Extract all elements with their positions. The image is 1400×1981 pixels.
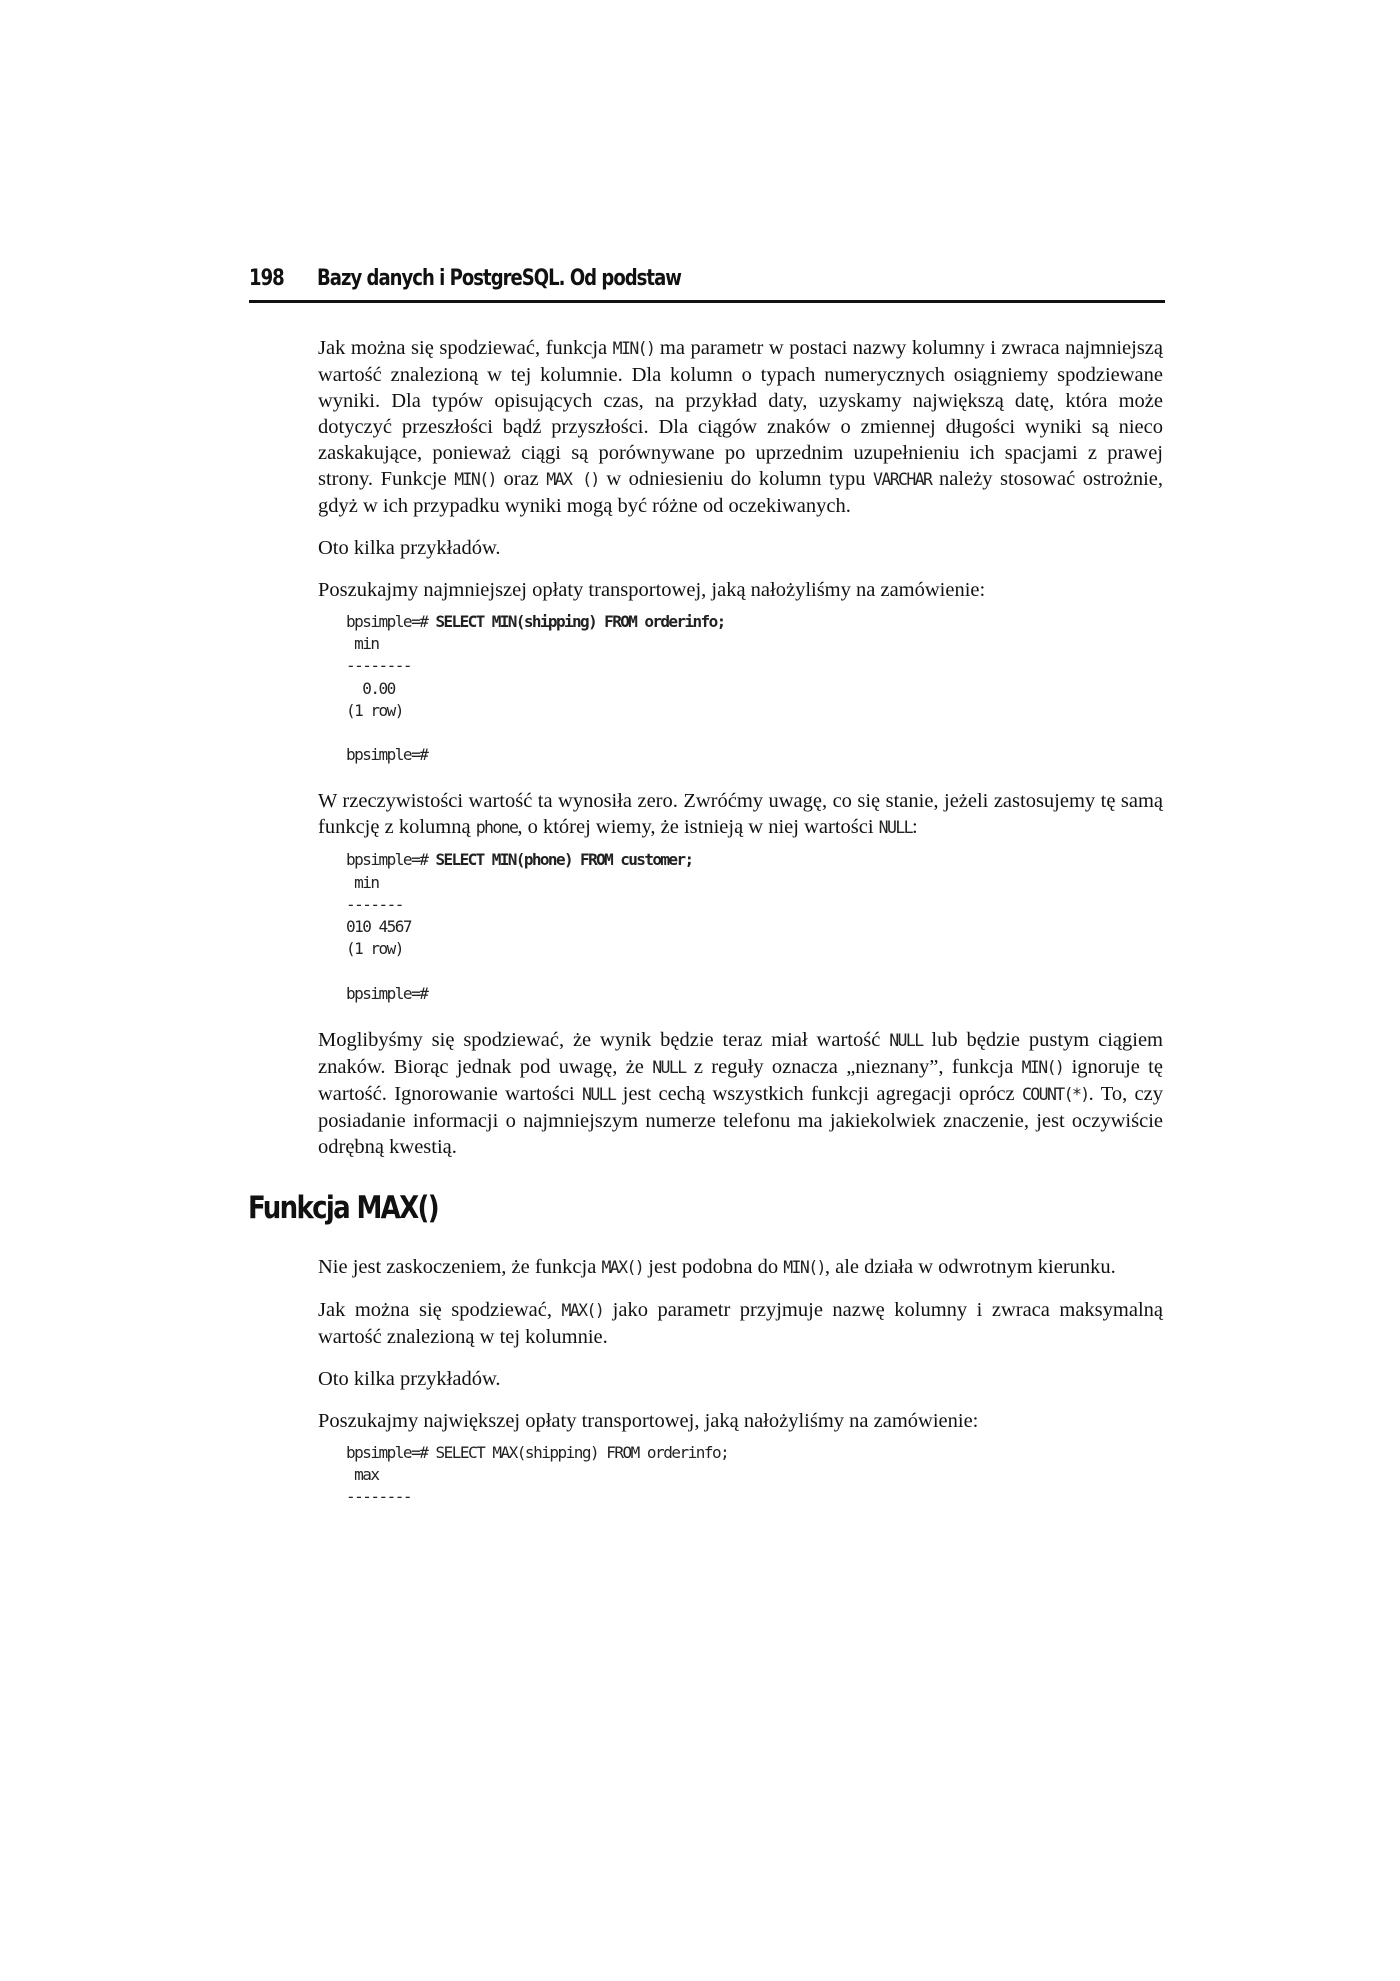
paragraph-examples: Oto kilka przykładów. — [318, 537, 501, 559]
page-content — [248, 335, 1163, 1530]
inline-code: NULL — [652, 1057, 686, 1077]
paragraph-min-shipping: Poszukajmy najmniejszej opłaty transportowej, jaką nałożyliśmy na zamówienie: — [318, 579, 986, 601]
paragraph-min-phone: W rzeczywistości wartość ta wynosiła zero. Zwróćmy uwagę, co się stanie, jeżeli zastosujemy tę samą funkcję z kolumną phone, o której wiemy, że istnieją w niej wartości NULL: — [318, 790, 1163, 839]
paragraph-max-param: Jak można się spodziewać, MAX() jako parametr przyjmuje nazwę kolumny i zwraca maksymalną wartość znalezioną w tej kolumnie. — [318, 1298, 1163, 1348]
paragraph-null-explanation: Moglibyśmy się spodziewać, że wynik będzie teraz miał wartość NULL lub będzie pustym ciągiem znaków. Biorąc jednak pod uwagę, że NULL z reguły oznacza „nieznany”, funkcja MIN() ignoruje tę wartość. Ignorowanie wartości NULL jest cechą wszystkich funkcji agregacji oprócz COUNT(*). To, czy posiadanie informacji o najmniejszym numerze telefonu ma jakiekolwiek znaczenie, jest oczywiście odrębną kwestią. — [318, 1028, 1163, 1158]
inline-code: NULL — [581, 1084, 616, 1104]
code-block-min-shipping: bpsimple=# SELECT MIN(shipping) FROM orderinfo; min -------- 0.00 (1 row) bpsimple=# — [346, 612, 725, 765]
inline-code: MAX() — [601, 1257, 644, 1277]
inline-code: NULL — [889, 1030, 923, 1050]
inline-code: MIN() — [783, 1257, 825, 1277]
section-heading: Funkcja MAX() — [248, 1189, 438, 1226]
page-header — [249, 262, 1165, 303]
inline-code: VARCHAR — [873, 470, 932, 489]
inline-code: NULL — [878, 818, 913, 838]
paragraph-max-intro: Nie jest zaskoczeniem, że funkcja MAX() jest podobna do MIN(), ale działa w odwrotnym kierunku. — [318, 1255, 1116, 1278]
inline-code: MIN() — [1021, 1057, 1064, 1077]
inline-code: MIN() — [612, 339, 655, 358]
inline-code: COUNT(*) — [1021, 1084, 1089, 1104]
paragraph-examples-2: Oto kilka przykładów. — [318, 1367, 501, 1390]
code-block-max-shipping: bpsimple=# SELECT MAX(shipping) FROM orderinfo; max -------- — [346, 1442, 729, 1507]
paragraph-max-shipping: Poszukajmy największej opłaty transportowej, jaką nałożyliśmy na zamówienie: — [318, 1409, 979, 1432]
inline-code: MAX() — [561, 1300, 604, 1320]
inline-code: phone — [475, 818, 518, 838]
inline-code: MIN() — [454, 470, 496, 489]
paragraph-min-intro: Jak można się spodziewać, funkcja MIN() ma parametr w postaci nazwy kolumny i zwraca najmniejszą wartość znalezioną w tej kolumnie. Dla kolumn o typach numerycznych osiągniemy spodziewane wyniki. Dla typów opisujących czas, na przykład daty, uzyskamy największą datę, która może dotyczyć przeszłości bądź przyszłości. Dla ciągów znaków o zmiennej długości wyniki są nieco zaskakujące, ponieważ ciągi są porównywane po uprzednim uzupełnieniu ich spacjami z prawej strony. Funkcje MIN() oraz MAX () w odniesieniu do kolumn typu VARCHAR należy stosować ostrożnie, gdyż w ich przypadku wyniki mogą być różne od oczekiwanych. — [318, 337, 1163, 517]
page-number: 198 — [249, 266, 284, 291]
book-title: Bazy danych i PostgreSQL. Od podstaw — [317, 266, 681, 291]
code-block-min-phone: bpsimple=# SELECT MIN(phone) FROM customer; min ------- 010 4567 (1 row) bpsimple=# — [346, 850, 693, 1003]
inline-code: MAX () — [546, 470, 599, 489]
